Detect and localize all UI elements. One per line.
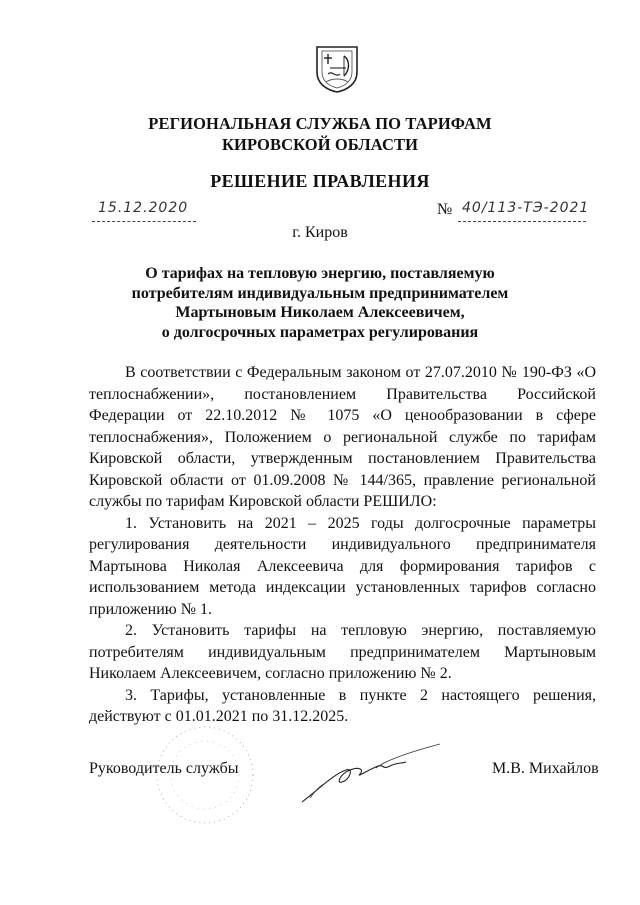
signatory-name: М.В. Михайлов <box>492 760 599 777</box>
agency-name-line1: РЕГИОНАЛЬНАЯ СЛУЖБА ПО ТАРИФАМ <box>148 114 492 133</box>
subject-line3: Мартыновым Николаем Алексеевичем, <box>175 304 465 321</box>
subject-line1: О тарифах на тепловую энергию, поставляемую <box>145 265 495 282</box>
document-number-label: № <box>437 201 453 218</box>
agency-name <box>0 113 640 155</box>
document-type-title: РЕШЕНИЕ ПРАВЛЕНИЯ <box>210 171 430 191</box>
decision-item-1: 1. Установить на 2021 – 2025 годы долгосрочные параметры регулирования деятельности индивидуального предпринимателя Мартынова Николая Алексеевича для формирования тарифов с использованием метода индексации установленных тарифов согласно приложению № 1. <box>89 514 596 618</box>
subject-line2: потребителям индивидуальным предпринимателем <box>131 284 509 302</box>
signatory-title: Руководитель службы <box>89 760 239 777</box>
subject-line4: о долгосрочных параметрах регулирования <box>161 323 479 341</box>
agency-name-line2: КИРОВСКОЙ ОБЛАСТИ <box>221 135 419 154</box>
coat-of-arms-emblem <box>314 44 360 94</box>
city: г. Киров <box>292 224 348 241</box>
preamble-paragraph: В соответствии с Федеральным законом от 27.07.2010 № 190-ФЗ «О теплоснабжении», постановлением Правительства Российской Федерации от 22.10.2012 № 1075 «О ценообразовании в сфере теплоснабжения», Положением о региональной службе по тарифам Кировской области, утвержденным постановлением Правительства Кировской области от 01.09.2008 № 144/365, правление региональной службы по тарифам Кировской области РЕШИЛО: <box>89 364 596 510</box>
decision-item-3: 3. Тарифы, установленные в пункте 2 настоящего решения, действуют с 01.01.2021 по 31.12.2025. <box>89 686 596 725</box>
decision-item-2: 2. Установить тарифы на тепловую энергию, поставляемую потребителям индивидуальным предпринимателем Мартыновым Николаем Алексеевичем, согласно приложению № 2. <box>89 622 596 682</box>
decision-body <box>89 362 596 728</box>
decision-subject <box>0 264 640 342</box>
handwritten-signature <box>290 740 450 810</box>
document-date: 15.12.2020 <box>98 200 189 216</box>
document-number: 40/113-ТЭ-2021 <box>462 200 590 216</box>
